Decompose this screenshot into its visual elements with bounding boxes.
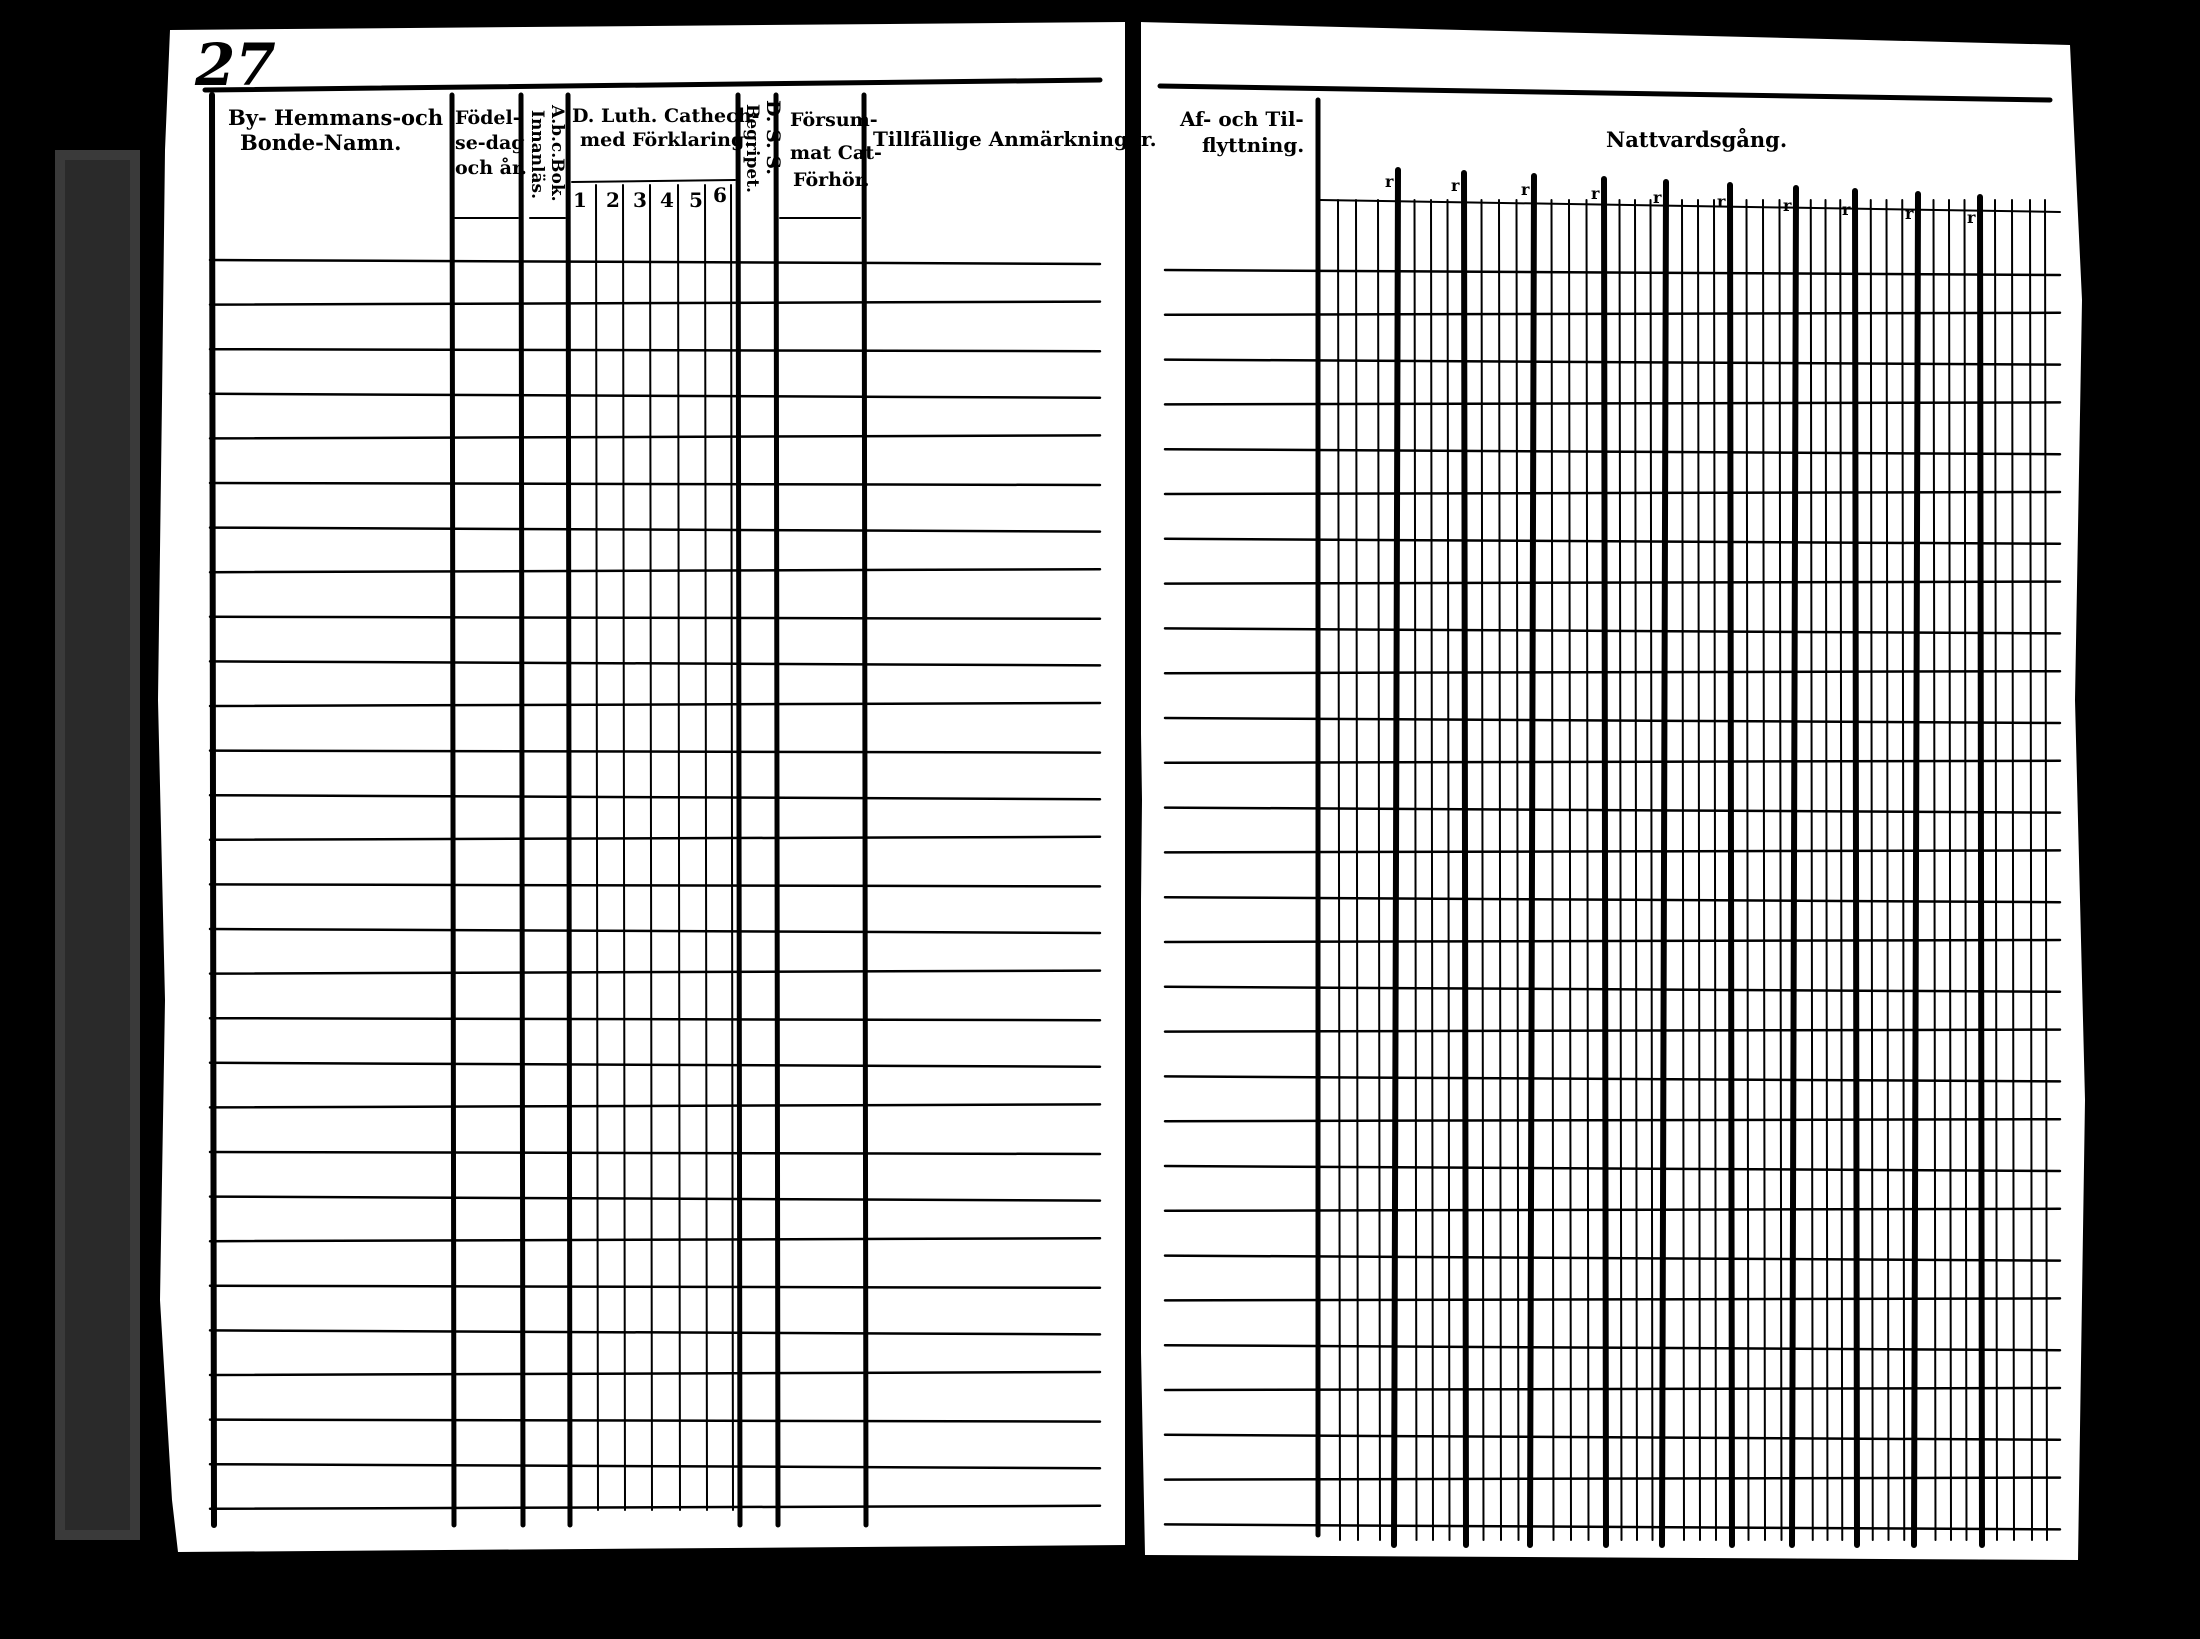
left-page <box>158 22 1128 1552</box>
header-nattvardsgang: Nattvardsgång. <box>1606 127 1788 152</box>
nattvard-bold-rule <box>1604 179 1606 1545</box>
header-dss-line2: Begripet. <box>741 104 762 193</box>
nattvard-bold-rule <box>1394 170 1398 1545</box>
d-luth-subcolumn: 5 <box>689 188 703 212</box>
header-abc-bok-line2: Innanläs. <box>526 110 547 200</box>
column-rule <box>521 95 523 1525</box>
nattvard-tick-mark: r <box>1967 208 1976 227</box>
d-luth-subcolumn: 4 <box>660 188 674 212</box>
header-by-hemmans-line1: By- Hemmans-och <box>228 105 444 130</box>
nattvard-tick-mark: r <box>1521 180 1530 199</box>
header-abc-bok-line1: A.b.c.Bok. <box>546 105 567 202</box>
d-luth-subcolumn: 2 <box>606 188 620 212</box>
header-d-luth-line2: med Förklaring. <box>580 129 751 151</box>
header-af-tillflyttning-line1: Af- och Til- <box>1180 107 1304 131</box>
nattvard-tick-mark: r <box>1783 196 1792 215</box>
header-fodelse-line2: se-dag <box>455 132 525 154</box>
page-number-mark: 27 <box>195 31 276 99</box>
nattvard-bold-rule <box>1662 182 1666 1545</box>
nattvard-tick-mark: r <box>1591 184 1600 203</box>
right-page <box>1136 22 2085 1560</box>
nattvard-tick-mark: r <box>1905 204 1914 223</box>
header-dss-line1: D. S. S. <box>761 100 784 175</box>
nattvard-bold-rule <box>1464 173 1466 1545</box>
column-rule <box>212 95 214 1525</box>
column-rule <box>776 95 778 1525</box>
header-by-hemmans-line2: Bonde-Namn. <box>240 130 402 155</box>
nattvard-bold-rule <box>1730 185 1732 1545</box>
header-forsummat-line2: mat Cat- <box>790 142 882 164</box>
column-rule <box>864 95 866 1525</box>
column-rule <box>452 95 454 1525</box>
d-luth-subcolumn: 6 <box>713 183 727 207</box>
header-fodelse-line1: Födel- <box>455 107 521 129</box>
column-rule <box>738 95 740 1525</box>
nattvard-tick-mark: r <box>1385 172 1394 191</box>
header-forsummat-line3: Förhör. <box>793 169 870 191</box>
nattvard-bold-rule <box>1855 191 1857 1545</box>
nattvard-bold-rule <box>1530 176 1534 1545</box>
nattvard-tick-mark: r <box>1653 188 1662 207</box>
nattvard-bold-rule <box>1792 188 1796 1545</box>
header-fodelse-line3: och år. <box>455 157 527 179</box>
header-d-luth-line1: D. Luth. Cathech- <box>572 105 760 127</box>
column-rule <box>568 95 570 1525</box>
header-af-tillflyttning-line2: flyttning. <box>1202 133 1305 157</box>
header-anmarkningar: Tillfällige Anmärkningar. <box>873 127 1157 151</box>
nattvard-bold-rule <box>1914 194 1918 1545</box>
d-luth-subcolumn: 1 <box>573 188 587 212</box>
nattvard-bold-rule <box>1980 197 1982 1545</box>
header-forsummat-line1: Försum- <box>790 109 878 131</box>
nattvard-tick-mark: r <box>1717 192 1726 211</box>
nattvard-tick-mark: r <box>1451 176 1460 195</box>
nattvard-tick-mark: r <box>1842 200 1851 219</box>
d-luth-subcolumn: 3 <box>633 188 647 212</box>
